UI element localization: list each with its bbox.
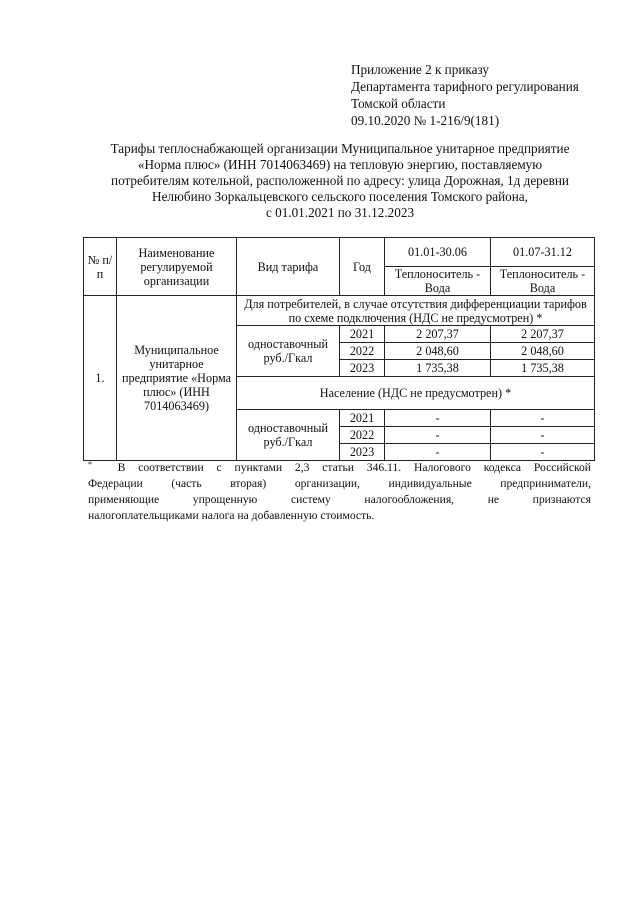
- tariff-value: -: [385, 410, 491, 427]
- section-label: Население (НДС не предусмотрен) *: [237, 377, 595, 410]
- appendix-line: Томской области: [351, 96, 446, 111]
- appendix-line: Департамента тарифного регулирования: [351, 79, 579, 94]
- header-organization: Наименование регулируемой организации: [117, 238, 237, 296]
- year-cell: 2021: [340, 410, 385, 427]
- year-cell: 2022: [340, 343, 385, 360]
- header-period-1: 01.01-30.06: [385, 238, 491, 267]
- tariff-value: 2 048,60: [385, 343, 491, 360]
- footnote-line: [88, 460, 591, 476]
- tariff-value: 2 048,60: [491, 343, 595, 360]
- tariff-value: 1 735,38: [491, 360, 595, 377]
- title-line: с 01.01.2021 по 31.12.2023: [265, 205, 415, 220]
- year-cell: 2023: [340, 360, 385, 377]
- row-number: 1.: [84, 296, 117, 461]
- tariff-table: [83, 237, 595, 461]
- tariff-value: -: [385, 427, 491, 444]
- appendix-line: Приложение 2 к приказу: [351, 62, 489, 77]
- footnote-line: Федерации (часть вторая) организации, индивидуальные предприниматели,: [88, 477, 591, 490]
- organization-name: Муниципальное унитарное предприятие «Норма плюс» (ИНН 7014063469): [117, 296, 237, 461]
- tariff-value: 2 207,37: [385, 326, 491, 343]
- appendix-line: 09.10.2020 № 1-216/9(181): [351, 113, 500, 128]
- tariff-value: 1 735,38: [385, 360, 491, 377]
- footnote-line: применяющие упрощенную систему налогообложения, не признаются: [88, 493, 591, 506]
- header-number: № п/п: [84, 238, 117, 296]
- header-carrier-2: Теплоноситель - Вода: [491, 267, 595, 296]
- title-line: Тарифы теплоснабжающей организации Муниципальное унитарное предприятие: [110, 141, 570, 156]
- footnote-line: налогоплательщиками налога на добавленную стоимость.: [88, 509, 375, 522]
- tariff-value: -: [491, 444, 595, 461]
- footnote-text: В соответствии с пунктами 2,3 статьи 346.11. Налогового кодекса Российской: [117, 461, 592, 474]
- header-year: Год: [340, 238, 385, 296]
- title-line: Нелюбино Зоркальцевского сельского поселения Томского района,: [152, 189, 528, 204]
- title-line: «Норма плюс» (ИНН 7014063469) на тепловую энергию, поставляемую: [137, 157, 543, 172]
- tariff-value: 2 207,37: [491, 326, 595, 343]
- appendix-block: [351, 61, 579, 129]
- year-cell: 2021: [340, 326, 385, 343]
- tariff-type-cell: одноставочный руб./Гкал: [237, 410, 340, 461]
- title-line: потребителям котельной, расположенной по адресу: улица Дорожная, 1д деревни: [111, 173, 569, 188]
- document-title: [60, 141, 620, 221]
- header-carrier-1: Теплоноситель - Вода: [385, 267, 491, 296]
- year-cell: 2022: [340, 427, 385, 444]
- header-tariff-type: Вид тарифа: [237, 238, 340, 296]
- section-label: Для потребителей, в случае отсутствия дифференциации тарифов по схеме подключения (НДС не предусмотрен) *: [237, 296, 595, 326]
- tariff-type-cell: одноставочный руб./Гкал: [237, 326, 340, 377]
- year-cell: 2023: [340, 444, 385, 461]
- header-period-2: 01.07-31.12: [491, 238, 595, 267]
- tariff-value: -: [491, 410, 595, 427]
- tariff-value: -: [385, 444, 491, 461]
- tariff-value: -: [491, 427, 595, 444]
- footnote-mark: *: [88, 460, 92, 469]
- footnote: [88, 460, 591, 524]
